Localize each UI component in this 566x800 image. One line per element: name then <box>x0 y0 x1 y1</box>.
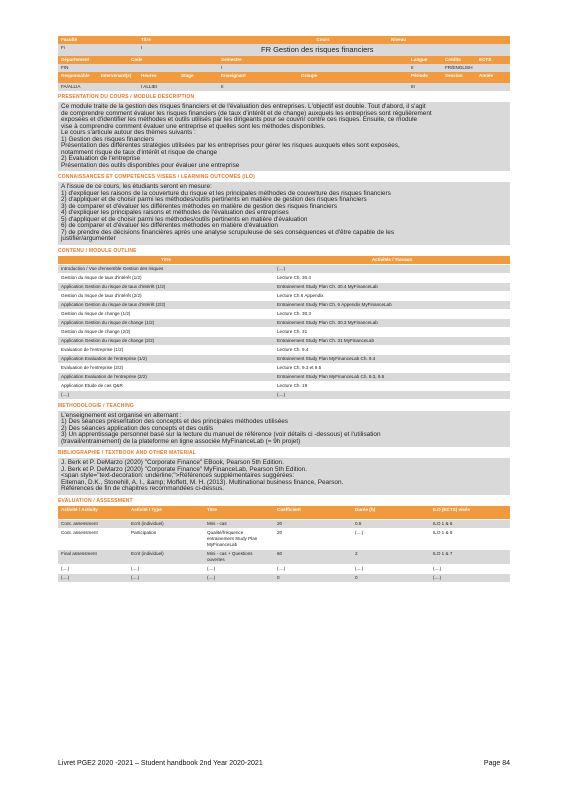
header-cell: Session <box>442 72 476 83</box>
table-row <box>58 301 510 310</box>
table-cell: Gestion du risque de taux d'intérêt (2/2) <box>58 292 274 301</box>
section-title-learning: CONNAISSANCES ET COMPETENCES VISEES / LEARNING OUTCOMES (ILO) <box>58 174 255 180</box>
table-header-cell: Coefficient <box>274 506 352 520</box>
text-line: Eiteman, D.K., Stonehill, A. I., &amp; Moffett, M. H. (2013). Multinational business finance, Pearson. <box>61 478 344 486</box>
header-row-6 <box>58 83 510 91</box>
text-line: exposées et d'identifier les méthodes et outils utilisés par les dirigeants pour se couvrir contre ces risques. Ensuite, ce module <box>61 116 418 123</box>
table-row <box>58 529 510 550</box>
table-header-cell: Activité / Activity <box>58 506 128 520</box>
table-row <box>58 550 510 565</box>
header-cell: FR/ENGLISH <box>442 64 510 72</box>
header-cell: II <box>408 64 442 72</box>
header-cell: Département <box>58 56 128 64</box>
header-row-5 <box>58 72 510 83</box>
header-cell: II <box>218 83 408 91</box>
header-cell: Faculté <box>58 36 138 44</box>
table-cell: Final assessment <box>58 550 128 565</box>
page-number: Page 84 <box>483 760 510 767</box>
table-cell: (....) <box>204 565 274 574</box>
text-line: justifier/argumenter <box>61 235 116 242</box>
table-cell: Application Gestion du risque de taux d'intérêt (2/2) <box>58 301 274 310</box>
header-cell: FA/ALLIA <box>58 83 138 91</box>
text-line: 6) de comparer et d'évaluer les différentes méthodes en matière d'évaluation <box>61 222 278 229</box>
header-cell: Période <box>408 72 442 83</box>
methodology-text <box>58 411 510 448</box>
table-cell: Entrainement Study Plan MyFinanceLab Ch. 9.3, 9.5 <box>274 373 510 382</box>
text-line: 1) Des séances présentation des concepts et des principales méthodes utilisées <box>61 418 288 425</box>
table-cell: ILO 1 & 6 <box>430 520 510 529</box>
table-row <box>58 565 510 574</box>
section-title-content: CONTENU / MODULE OUTLINE <box>58 247 137 254</box>
table-row <box>58 373 510 382</box>
table-cell: Entrainement Study Plan MyFinanceLab Ch. 9.4 <box>274 355 510 364</box>
table-cell: Gestion du risque de change (1/2) <box>58 310 274 319</box>
table-row <box>58 355 510 364</box>
table-cell: Evaluation de l'entreprise (1/2) <box>58 346 274 355</box>
text-line: J. Berk et P. DeMarzo (2020) "Corporate Finance" MyFinanceLab, Pearson 5th Edition. <box>61 465 307 473</box>
table-row <box>58 265 510 274</box>
table-row <box>58 574 510 583</box>
table-cell: Ecrit (individuel) <box>128 520 204 529</box>
table-cell: Application Gestion du risque de taux d'intérêt (1/2) <box>58 283 274 292</box>
header-cell: Niveau <box>388 36 510 44</box>
header-cell: Heures <box>138 72 178 83</box>
table-cell: Application Evaluation de l'entreprise (2/2) <box>58 373 274 382</box>
section-title-evaluation: EVALUATION / ASSESSMENT <box>58 497 133 504</box>
table-row <box>58 328 510 337</box>
header-row-2 <box>58 44 510 56</box>
header-cell: I <box>218 64 408 72</box>
table-cell: Application Etude de cas Q&R <box>58 382 274 391</box>
text-line: L'enseignement est organisé en alternant : <box>61 411 182 419</box>
table-cell: Gestion du risque de change (2/2) <box>58 328 274 337</box>
header-cell: Fi <box>58 44 138 56</box>
text-line: 4) d'expliquer les principales raisons et méthodes de l'évaluation des entreprises <box>61 209 289 216</box>
header-cell: Groupe <box>298 72 408 83</box>
table-row <box>58 520 510 529</box>
section-title-bibliography: BIBLIOGRAPHIE / TEXTBOOK AND OTHER MATERIAL <box>58 450 197 456</box>
text-line: 1) d'expliquer les raisons de la couverture du risque et les principales méthodes de couverture des risques financiers <box>61 189 391 197</box>
table-cell: ILO 1 & 6 <box>430 529 510 550</box>
header-cell: Titre <box>138 36 258 44</box>
text-line: A l'issue de ce cours, les étudiants seront en mesure: <box>61 183 212 190</box>
table-cell: (....) <box>274 265 510 274</box>
table-cell: 60 <box>274 550 352 565</box>
table-cell: (....) <box>204 574 274 583</box>
header-cell: Stage <box>178 72 218 83</box>
header-cell: Intervenant(s) <box>98 72 138 83</box>
table-row <box>58 292 510 301</box>
table-row <box>58 283 510 292</box>
table-cell: Entrainement Study Plan Ch. 30.4 MyFinanceLab <box>274 283 510 292</box>
table-cell: (....) <box>58 574 128 583</box>
header-cell: Langue <box>408 56 442 64</box>
table-cell: (....) <box>58 391 274 400</box>
text-line: 7) de prendre des décisions financières après une analyse scrupuleuse de ses conséquences et d'être capable de les <box>61 228 395 236</box>
table-header-cell: Activité / Type <box>128 506 204 520</box>
table-cell: (....) <box>58 565 128 574</box>
text-line: 2) d'appliquer et de choisir parmi les méthodes/outils pertinents en matière de gestion des risques financiers <box>61 196 367 203</box>
header-cell: Semestre <box>218 56 408 64</box>
text-line: Le cours s'articule autour des thèmes suivants : <box>61 129 196 136</box>
table-cell: Lecture Ch. 9.4 <box>274 346 510 355</box>
table-header-cell: ILO (ECTS) visés <box>430 506 510 520</box>
evaluation-rows <box>58 520 510 583</box>
text-line: de comprendre comment évaluer les risques financiers (de taux d'intérêt et de change) auxquels les entreprises sont régulièrement <box>61 109 432 117</box>
table-cell: Lecture Ch. 31 <box>274 328 510 337</box>
table-cell: Application Evaluation de l'entreprise (1/2) <box>58 355 274 364</box>
header-cell: Année <box>476 72 510 83</box>
course-sheet <box>58 36 510 583</box>
table-cell: 0 <box>274 574 352 583</box>
table-cell: (....) <box>128 574 204 583</box>
table-header-cell: Durée (h) <box>352 506 430 520</box>
table-cell: (....) <box>430 574 510 583</box>
table-cell: Application Gestion du risque de change (2/2) <box>58 337 274 346</box>
text-line: notamment risque de taux d'intérêt et risque de change <box>61 148 218 156</box>
section-title-presentation: PRESENTATION DU COURS / MODULE DESCRIPTION <box>58 94 195 100</box>
table-cell: Qualité/fréquence entrainement Study Plan MyFinanceLab <box>204 529 274 550</box>
text-line: 5) d'appliquer et de choisir parmi les méthodes/outils pertinents en matière d'évaluation <box>61 215 308 223</box>
table-cell: (....) <box>352 565 430 574</box>
table-cell: 0.5 <box>352 520 430 529</box>
bibliography-text <box>58 458 510 495</box>
header-cell: Enseignant <box>218 72 298 83</box>
presentation-text <box>58 102 510 171</box>
table-cell: Entrainement Study Plan Ch. 31 MyFinanceLab <box>274 337 510 346</box>
table-cell: 20 <box>274 529 352 550</box>
table-row <box>58 382 510 391</box>
header-cell: Crédits <box>442 56 476 64</box>
course-title: FR Gestion des risques financiers <box>258 44 510 56</box>
learning-text <box>58 182 510 245</box>
table-cell: Gestion du risque de taux d'intérêt (1/2) <box>58 274 274 283</box>
text-line: 1) Gestion des risques financiers <box>61 135 155 143</box>
table-row <box>58 391 510 400</box>
table-header-cell: Activités / Travaux <box>274 256 510 265</box>
content-rows <box>58 265 510 400</box>
table-cell: (....) <box>352 529 430 550</box>
table-cell: Ecrit (individuel) <box>128 550 204 565</box>
table-row <box>58 346 510 355</box>
table-cell: Mini - cas + Questions ouvertes <box>204 550 274 565</box>
table-cell: (....) <box>430 565 510 574</box>
text-line: (travail/entrainement) de la plateforme en ligne associée MyFinanceLab (= 9h projet) <box>61 437 301 445</box>
table-header-row <box>58 506 510 520</box>
table-cell: Entrainement Study Plan Ch. 30.3 MyFinanceLab <box>274 319 510 328</box>
header-cell: Responsable <box>58 72 98 83</box>
text-line: Ce module traite de la gestion des risques financiers et de l'évaluation des entreprises. L'objectif est double. Tout d'abord, il s'agit <box>61 103 426 110</box>
table-cell: Participation <box>128 529 204 550</box>
text-line: <span style="text-decoration: underline;">Références supplémentaires suggérées: <box>61 472 295 479</box>
content-table <box>58 256 510 400</box>
table-header-row <box>58 256 510 265</box>
table-cell: 20 <box>274 520 352 529</box>
table-cell: Mini - cas <box>204 520 274 529</box>
table-header-cell: Titre <box>58 256 274 265</box>
text-line: vise à comprendre comment évaluer une entreprise et quelles sont les méthodes disponibles. <box>61 122 326 130</box>
table-cell: (....) <box>274 565 352 574</box>
page-footer <box>58 760 510 767</box>
text-line: 2) Des séances application des concepts et des outils <box>61 424 214 432</box>
header-cell: I ALLIEI <box>138 83 218 91</box>
text-line: Présentation des différentes stratégies utilisées par les entreprises pour gérer les risques auxquels elles sont exposées, <box>61 142 400 149</box>
text-line: J. Berk et P. DeMarzo (2020) "Corporate Finance" EBook, Pearson 5th Edition. <box>61 459 284 466</box>
header-cell: III <box>408 83 510 91</box>
table-row <box>58 274 510 283</box>
table-cell: (....) <box>274 391 510 400</box>
table-cell: Lecture Ch. 30.3 <box>274 310 510 319</box>
table-cell: Entrainement Study Plan Ch. 6 Appendix MyFinanceLab <box>274 301 510 310</box>
table-cell: Evaluation de l'entreprise (2/2) <box>58 364 274 373</box>
evaluation-table <box>58 506 510 583</box>
table-header-cell: Titre <box>204 506 274 520</box>
table-cell: Lecture Ch. 19 <box>274 382 510 391</box>
footer-left: Livret PGE2 2020 -2021 – Student handbook 2nd Year 2020-2021 <box>58 760 263 767</box>
table-row <box>58 364 510 373</box>
header-cell: FIN <box>58 64 218 72</box>
table-cell: ILO 1 & 7 <box>430 550 510 565</box>
table-cell: Cont. assessment <box>58 520 128 529</box>
header-row-3 <box>58 56 510 64</box>
table-row <box>58 337 510 346</box>
table-cell: 2 <box>352 550 430 565</box>
table-cell: Application Gestion du risque de change (1/2) <box>58 319 274 328</box>
table-row <box>58 319 510 328</box>
text-line: 3) de comparer et d'évaluer les différentes méthodes en matière de gestion des risques financiers <box>61 202 338 210</box>
header-cell: Code <box>128 56 218 64</box>
table-cell: Lecture Ch. 9.3 et 9.5 <box>274 364 510 373</box>
header-cell: ECTS <box>476 56 510 64</box>
text-line: Références de fin de chapitres recommandées ci-dessus. <box>61 485 225 492</box>
text-line: Présentation des outils disponibles pour évaluer une entreprise <box>61 161 240 169</box>
header-cell: Cours <box>258 36 388 44</box>
text-line: 2) Evaluation de l'entreprise <box>61 155 141 162</box>
table-cell: Lecture Ch.6 Appendix <box>274 292 510 301</box>
table-row <box>58 310 510 319</box>
header-cell: I <box>138 44 258 56</box>
table-cell: Lecture Ch. 30.4 <box>274 274 510 283</box>
header-row-1 <box>58 36 510 44</box>
header-row-4 <box>58 64 510 72</box>
table-cell: Introduction / Vue d'ensemble Gestion des risques <box>58 265 274 274</box>
table-cell: Cont. assessment <box>58 529 128 550</box>
section-title-methodology: METHODOLOGIE / TEACHING <box>58 402 134 409</box>
table-cell: (....) <box>128 565 204 574</box>
text-line: 3) Un apprentissage personnel basé sur la lecture du manuel de référence (voir détails ci -dessous) et l'utilisation <box>61 431 381 438</box>
table-cell: 0 <box>352 574 430 583</box>
